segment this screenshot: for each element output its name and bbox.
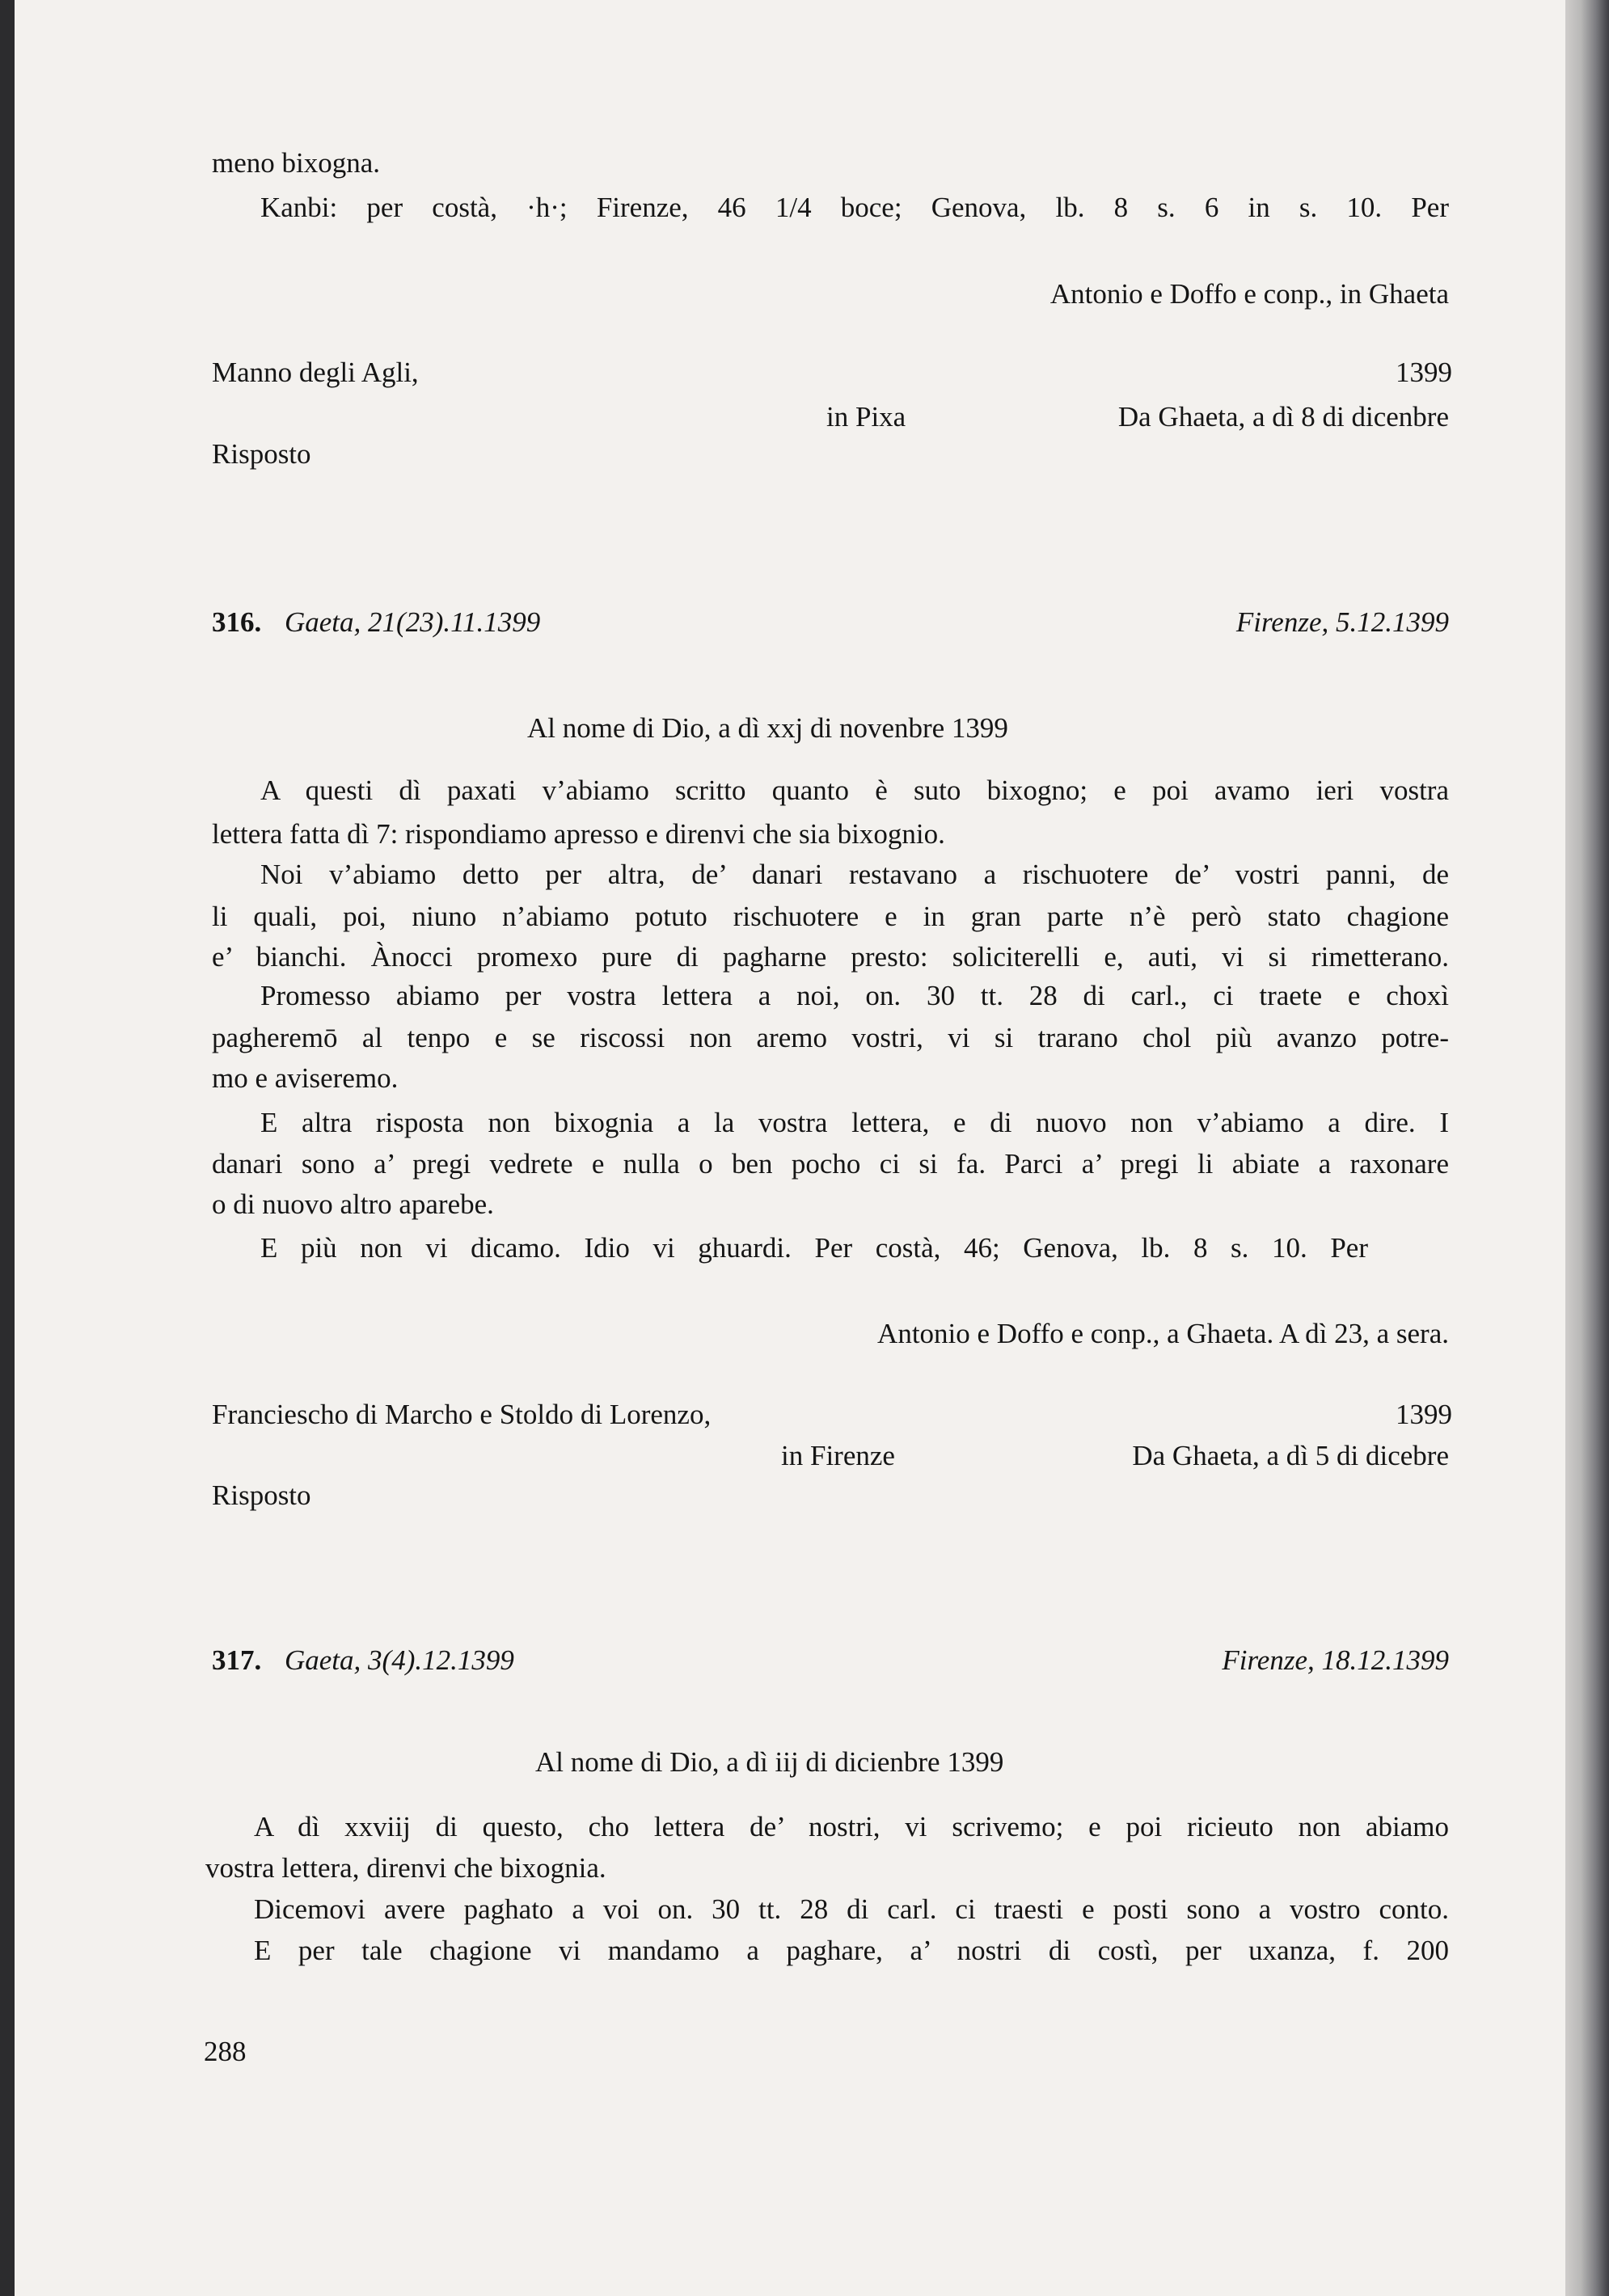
address-line bbox=[212, 1395, 1452, 1434]
signature: Antonio e Doffo e conp., a Ghaeta. A dì 23, a sera. bbox=[877, 1318, 1449, 1349]
page-number: 288 bbox=[204, 2036, 247, 2067]
date: Da Ghaeta, a dì 8 di dicenbre bbox=[1117, 401, 1449, 433]
body-line: E altra risposta non bixognia a la vostra lettera, e di nuovo non v’abiamo a dire. I bbox=[260, 1107, 1449, 1138]
letter-header-317 bbox=[212, 1641, 1449, 1680]
book-page bbox=[15, 0, 1565, 2296]
salutation: Al nome di Dio, a dì iij di dicienbre 1399 bbox=[535, 1746, 1004, 1778]
letter-destination: Firenze, 18.12.1399 bbox=[1222, 1644, 1449, 1676]
addressee: Manno degli Agli, bbox=[212, 357, 419, 388]
place: in Pixa bbox=[826, 401, 906, 433]
year: 1399 bbox=[1396, 1399, 1452, 1430]
place: in Firenze bbox=[781, 1440, 895, 1471]
letter-header-316 bbox=[212, 603, 1449, 642]
body-line: danari sono a’ pregi vedrete e nulla o ben pocho ci si fa. Parci a’ pregi li abiate a raxonare bbox=[212, 1148, 1449, 1180]
scan-left-edge bbox=[0, 0, 15, 2296]
reply-note: Risposto bbox=[212, 438, 311, 470]
place-date-line bbox=[781, 1437, 1449, 1475]
body-line: e’ bianchi. Ànocci promexo pure di pagharne presto: soliciterelli e, auti, vi si rimetterano. bbox=[212, 941, 1449, 973]
reply-note: Risposto bbox=[212, 1479, 311, 1511]
book-spine-edge bbox=[1565, 0, 1609, 2296]
body-line: o di nuovo altro aparebe. bbox=[212, 1188, 494, 1220]
body-line: li quali, poi, niuno n’abiamo potuto rischuotere e in gran parte n’è però stato chagione bbox=[212, 901, 1449, 932]
body-line: Noi v’abiamo detto per altra, de’ danari restavano a rischuotere de’ vostri panni, de bbox=[260, 859, 1449, 890]
year: 1399 bbox=[1396, 357, 1452, 388]
signature: Antonio e Doffo e conp., in Ghaeta bbox=[1049, 278, 1449, 310]
body-line: vostra lettera, direnvi che bixognia. bbox=[205, 1852, 606, 1884]
body-line: E più non vi dicamo. Idio vi ghuardi. Per costà, 46; Genova, lb. 8 s. 10. Per bbox=[260, 1232, 1368, 1264]
body-line: lettera fatta dì 7: rispondiamo apresso e direnvi che sia bixognio. bbox=[212, 818, 945, 850]
body-line: mo e aviseremo. bbox=[212, 1062, 399, 1094]
salutation: Al nome di Dio, a dì xxj di novenbre 1399 bbox=[527, 712, 1008, 744]
letter-origin: Gaeta, 3(4).12.1399 bbox=[285, 1644, 514, 1676]
place-date-line bbox=[826, 398, 1449, 437]
body-line: Dicemovi avere paghato a voi on. 30 tt. 28 di carl. ci traesti e posti sono a vostro conto. bbox=[254, 1893, 1449, 1925]
body-line: A questi dì paxati v’abiamo scritto quanto è suto bixogno; e poi avamo ieri vostra bbox=[260, 774, 1449, 806]
body-line: A dì xxviij di questo, cho lettera de’ nostri, vi scrivemo; e poi ricieuto non abiamo bbox=[254, 1811, 1449, 1842]
letter-origin: Gaeta, 21(23).11.1399 bbox=[285, 606, 541, 638]
body-line: E per tale chagione vi mandamo a paghare, a’ nostri di costì, per uxanza, f. 200 bbox=[254, 1935, 1449, 1966]
body-line: Promesso abiamo per vostra lettera a noi, on. 30 tt. 28 di carl., ci traete e choxì bbox=[260, 980, 1449, 1011]
address-line bbox=[212, 353, 1452, 392]
letter-number: 317. bbox=[212, 1644, 262, 1676]
letter-destination: Firenze, 5.12.1399 bbox=[1235, 606, 1449, 638]
text-line: Kanbi: per costà, ·h·; Firenze, 46 1/4 boce; Genova, lb. 8 s. 6 in s. 10. Per bbox=[260, 192, 1449, 223]
date: Da Ghaeta, a dì 5 di dicebre bbox=[1132, 1440, 1449, 1471]
letter-number: 316. bbox=[212, 606, 262, 638]
text-line: meno bixogna. bbox=[212, 147, 381, 179]
body-line: pagheremō al tenpo e se riscossi non aremo vostri, vi si trarano chol più avanzo potre- bbox=[212, 1022, 1449, 1053]
addressee: Franciescho di Marcho e Stoldo di Lorenzo, bbox=[212, 1399, 712, 1430]
